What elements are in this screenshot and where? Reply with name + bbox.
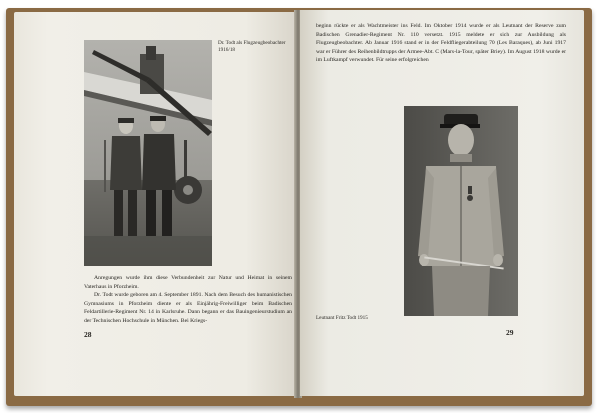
photo-caption-right: Leutnant Fritz Todt 1915 <box>316 315 368 321</box>
right-page <box>300 10 584 396</box>
photo-aviators-with-biplane <box>84 40 212 266</box>
page-number-left: 28 <box>84 330 92 339</box>
photo-portrait-lieutenant <box>404 106 518 316</box>
page-number-right: 29 <box>506 328 514 337</box>
body-text-right: beginn rückte er als Wachtmeister ins Feld. Im Oktober 1914 wurde er als Leutnant der Reserve zum Badischen Grenadier-Regiment Nr. 110 versetzt. 1915 meldete er sich zur Ausbildung als Flugzeugbeobachter. Ab Januar 1916 stand er in der Feldfliegerabteilung 70 (Les Baraques), ab Juni 1917 war er Führer des Reihenbildtrupps der Armee-Abt. C (Mars-la-Tour, später Briey). Im August 1918 wurde er im Luftkampf verwundet. Für seine erfolgreichen <box>316 23 566 64</box>
body-text-left <box>84 274 292 326</box>
paragraph-2: Dr. Todt wurde geboren am 4. September 1891. Nach dem Besuch des humanistischen Gymnasiums in Pforzheim diente er als Einjährig-Freiwilliger beim Badischen Feldartillerie-Regiment Nr. 14 in Karlsruhe. Dann begann er das Bauingenieurstudium an der Technischen Hochschule in München. Bei Kriegs- <box>84 292 292 324</box>
paragraph-1: Anregungen wurde ihm diese Verbundenheit zur Natur und Heimat in seinem Vaterhaus in Pforzheim. <box>84 275 292 290</box>
left-page <box>14 12 296 396</box>
photo-caption-left: Dr. Todt als Flugzeugbeobachter 1916/18 <box>218 40 286 53</box>
